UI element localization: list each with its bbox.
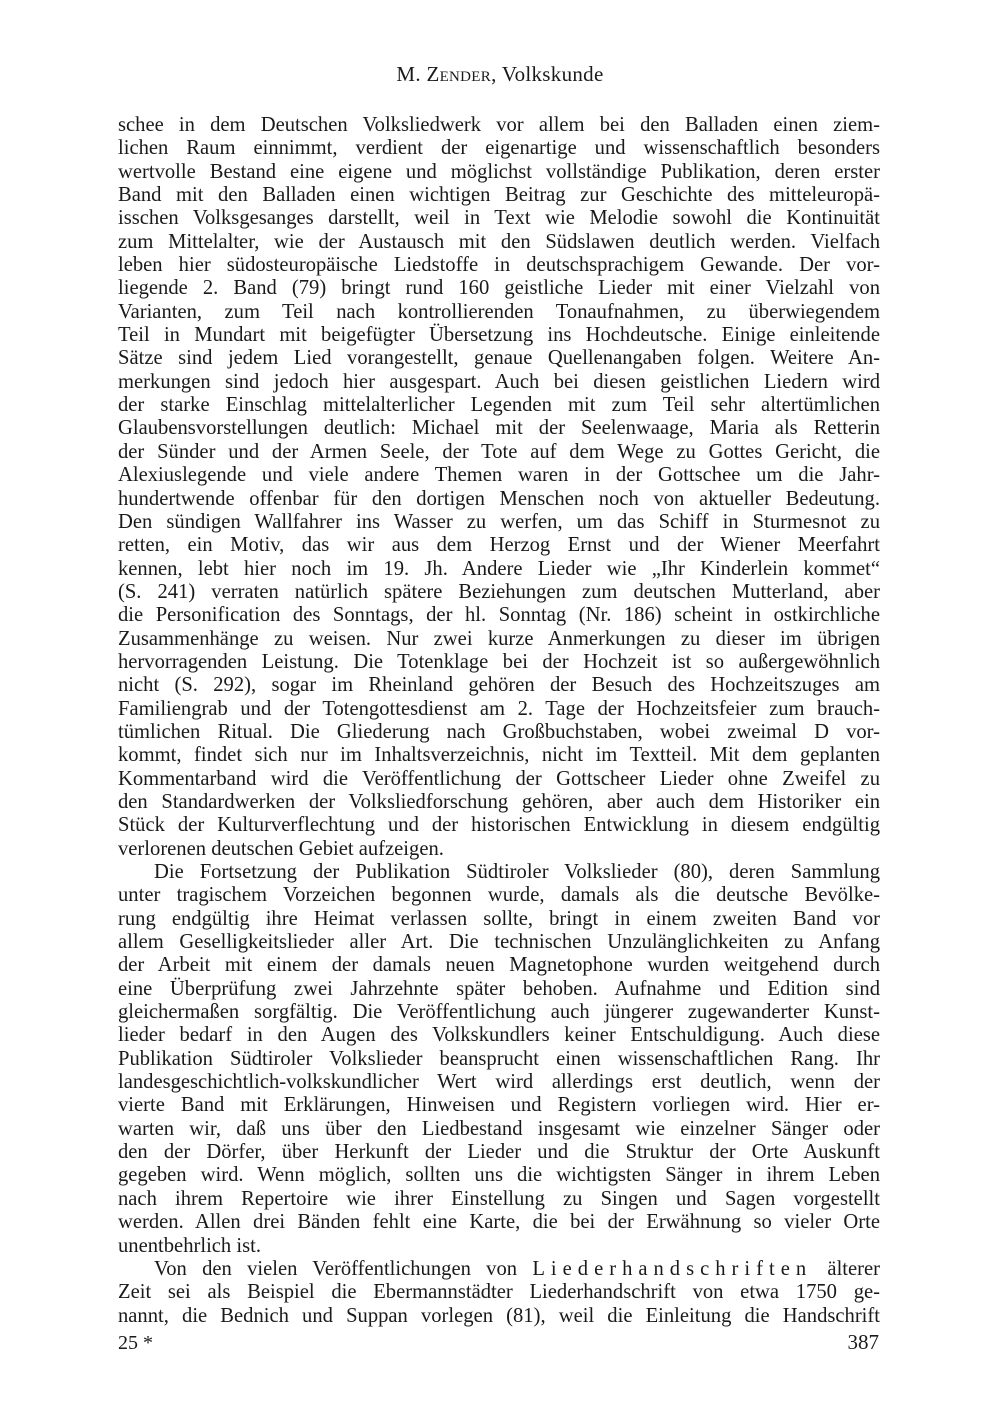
text-line: Stück der Kulturverflechtung und der historischen Entwicklung in diesem endgültig (118, 814, 880, 837)
text-line: liegende 2. Band (79) bringt rund 160 geistliche Lieder mit einer Vielzahl von (118, 277, 880, 300)
text-line: verlorenen deutschen Gebiet aufzeigen. (118, 837, 444, 860)
text-line: kennen, lebt hier noch im 19. Jh. Andere Lieder wie „Ihr Kinderlein kommet“ (118, 557, 880, 580)
spaced-term: Liederhandschriften (532, 1257, 813, 1280)
running-head (0, 62, 1000, 87)
text-line: nach ihrem Repertoire wie ihrer Einstellung zu Singen und Sagen vorgestellt (118, 1187, 880, 1210)
text-line: isschen Volksgesanges darstellt, weil in Text wie Melodie sowohl die Kontinuität (118, 207, 880, 230)
page-number: 387 (847, 1330, 879, 1354)
text-line: Varianten, zum Teil nach kontrollierenden Tonaufnahmen, zu überwiegendem (118, 300, 880, 323)
text-line: lieder bedarf in den Augen des Volkskundlers keiner Entschuldigung. Auch diese (118, 1024, 880, 1047)
text-line: lichen Raum einnimmt, verdient der eigenartige und wissenschaftlich besonders (118, 137, 880, 160)
text-line: den Standardwerken der Volksliedforschung gehören, aber auch dem Historiker ein (118, 790, 880, 813)
section-title: Volkskunde (501, 62, 604, 86)
text-line: allem Geselligkeitslieder aller Art. Die technischen Unzulänglichkeiten zu Anfang (118, 931, 880, 954)
text-line: Band mit den Balladen einen wichtigen Beitrag zur Geschichte des mitteleuropä- (118, 184, 880, 207)
text-line: Kommentarband wird die Veröffentlichung der Gottscheer Lieder ohne Zweifel zu (118, 767, 880, 790)
text-line: Zeit sei als Beispiel die Ebermannstädter Liederhandschrift von etwa 1750 ge- (118, 1281, 880, 1304)
text-line: tümlichen Ritual. Die Gliederung nach Großbuchstaben, wobei zweimal D vor- (118, 720, 880, 743)
text-line: leben hier südosteuropäische Liedstoffe in deutschsprachigem Gewande. Der vor- (118, 254, 880, 277)
text-line: schee in dem Deutschen Volksliedwerk vor allem bei den Balladen einen ziem- (118, 114, 880, 136)
text-line: gegeben wird. Wenn möglich, sollten uns die wichtigsten Sänger in ihrem Leben (118, 1164, 880, 1187)
text-line: hundertwende offenbar für den dortigen Menschen noch von aktueller Bedeutung. (118, 487, 880, 510)
text-line: wertvolle Bestand eine eigene und möglichst vollständige Publikation, deren erster (118, 160, 880, 183)
header-separator: , (491, 62, 502, 86)
author-name: M. Zender (396, 62, 492, 86)
text-line: retten, ein Motiv, das wir aus dem Herzog Ernst und der Wiener Meerfahrt (118, 534, 880, 557)
text-line: vierte Band mit Erklärungen, Hinweisen und Registern vorliegen wird. Hier er- (118, 1094, 880, 1117)
text-line: landesgeschichtlich-volkskundlicher Wert wird allerdings erst deutlich, wenn der (118, 1071, 880, 1094)
body-text (118, 114, 880, 1328)
text-line: unentbehrlich ist. (118, 1234, 261, 1257)
text-line: rung endgültig ihre Heimat verlassen sollte, bringt in einem zweiten Band vor (118, 907, 880, 930)
text-line: kommt, findet sich nur im Inhaltsverzeichnis, nicht im Textteil. Mit dem geplanten (118, 744, 880, 767)
text-line: Glaubensvorstellungen deutlich: Michael mit der Seelenwaage, Maria als Retterin (118, 417, 880, 440)
text-line: Publikation Südtiroler Volkslieder beansprucht einen wissenschaftlichen Rang. Ihr (118, 1047, 880, 1070)
text-line: (S. 241) verraten natürlich spätere Beziehungen zum deutschen Mutterland, aber (118, 580, 880, 603)
text-line: zum Mittelalter, wie der Austausch mit den Südslawen deutlich werden. Vielfach (118, 230, 880, 253)
text-line: warten wir, daß uns über den Liedbestand insgesamt wie einzelner Sänger oder (118, 1117, 880, 1140)
text-line: Die Fortsetzung der Publikation Südtiroler Volkslieder (80), deren Sammlung (154, 861, 880, 883)
text-line: die Personification des Sonntags, der hl. Sonntag (Nr. 186) scheint in ostkirchliche (118, 604, 880, 627)
text-line: Den sündigen Wallfahrer ins Wasser zu werfen, um das Schiff in Sturmesnot zu (118, 510, 880, 533)
signature-mark: 25 * (118, 1332, 153, 1354)
text-line: Teil in Mundart mit beigefügter Übersetzung ins Hochdeutsche. Einige einleitende (118, 324, 880, 347)
text-line: Familiengrab und der Totengottesdienst am 2. Tage der Hochzeitsfeier zum brauch- (118, 697, 880, 720)
text-line: der Arbeit mit einem der damals neuen Magnetophone wurden weitgehend durch (118, 954, 880, 977)
text-line: gleichermaßen sorgfältig. Die Veröffentlichung auch jüngerer zugewanderter Kunst- (118, 1001, 880, 1024)
text-line: Alexiuslegende und viele andere Themen waren in der Gottschee um die Jahr- (118, 464, 880, 487)
text-line: nicht (S. 292), sogar im Rheinland gehören der Besuch des Hochzeitszuges am (118, 674, 880, 697)
text-line: merkungen sind jedoch hier ausgespart. Auch bei diesen geistlichen Liedern wird (118, 370, 880, 393)
text-line: der starke Einschlag mittelalterlicher Legenden mit zum Teil sehr altertümlichen (118, 394, 880, 417)
text-line: hervorragenden Leistung. Die Totenklage bei der Hochzeit ist so außergewöhnlich (118, 650, 880, 673)
text-line: Zusammenhänge zu weisen. Nur zwei kurze Anmerkungen zu dieser im übrigen (118, 627, 880, 650)
text-line: den der Dörfer, über Herkunft der Lieder und die Struktur der Orte Auskunft (118, 1141, 880, 1164)
text-line: Von den vielen Veröffentlichungen von Liederhandschriften älterer (154, 1257, 881, 1280)
text-line: der Sünder und der Armen Seele, der Tote auf dem Wege zu Gottes Gericht, die (118, 440, 880, 463)
text-line: eine Überprüfung zwei Jahrzehnte später behoben. Aufnahme und Edition sind (118, 977, 880, 1000)
text-line: unter tragischem Vorzeichen begonnen wurde, damals als die deutsche Bevölke- (118, 884, 880, 907)
text-line: werden. Allen drei Bänden fehlt eine Karte, die bei der Erwähnung so vieler Orte (118, 1211, 880, 1234)
text-line: nannt, die Bednich und Suppan vorlegen (81), weil die Einleitung die Handschrift (118, 1304, 880, 1327)
text-line: Sätze sind jedem Lied vorangestellt, genaue Quellenangaben folgen. Weitere An- (118, 347, 880, 370)
